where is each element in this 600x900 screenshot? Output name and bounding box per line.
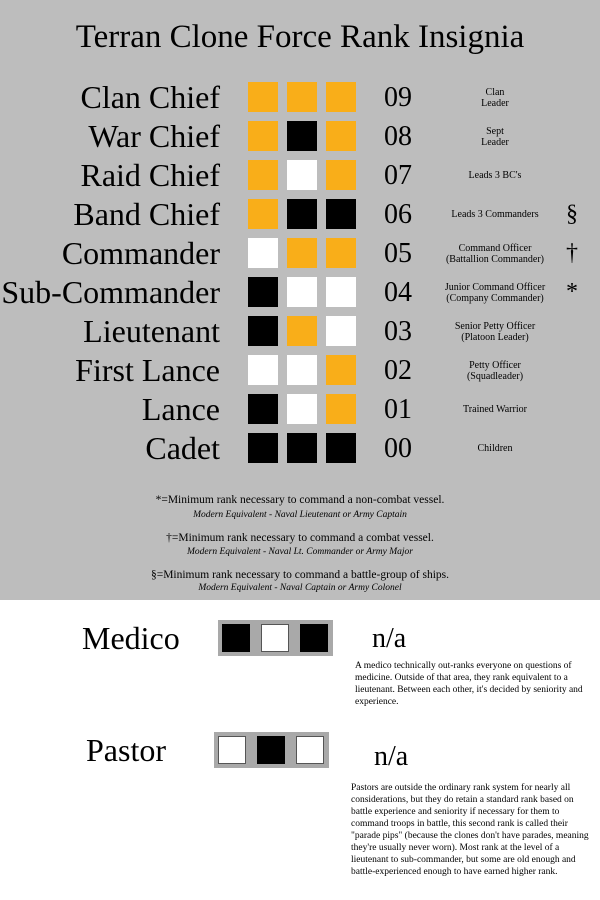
pip-white bbox=[261, 624, 289, 652]
rank-row bbox=[0, 351, 600, 390]
rank-pip-gold bbox=[248, 121, 278, 151]
rank-pip-gold bbox=[326, 121, 356, 151]
rank-name: Raid Chief bbox=[80, 157, 220, 193]
rank-name: First Lance bbox=[75, 352, 220, 388]
rank-number: 00 bbox=[384, 433, 412, 464]
rank-name: Lance bbox=[141, 391, 220, 427]
page-title: Terran Clone Force Rank Insignia bbox=[75, 19, 525, 55]
rank-symbol: * bbox=[566, 279, 578, 305]
rank-pip-gold bbox=[287, 316, 317, 346]
special-rank-description: A medico technically out-ranks everyone on questions of medicine. Outside of that area, they rank equivalent to a lieutenant. Between each other, it's decided by seniority and experience. bbox=[355, 661, 583, 707]
rank-pip-black bbox=[248, 316, 278, 346]
rank-row bbox=[0, 429, 600, 468]
rank-pip-white bbox=[248, 238, 278, 268]
rank-description: Clan Leader bbox=[481, 86, 509, 109]
rank-number: 01 bbox=[384, 394, 412, 425]
pip-white bbox=[218, 736, 246, 764]
rank-row bbox=[0, 117, 600, 156]
footnote-noncombat: *=Minimum rank necessary to command a non-combat vessel. bbox=[155, 494, 445, 506]
rank-pip-black bbox=[248, 394, 278, 424]
rank-row bbox=[0, 234, 600, 273]
rank-number: 06 bbox=[384, 199, 412, 230]
rank-pip-black bbox=[326, 199, 356, 229]
rank-row bbox=[0, 390, 600, 429]
rank-pip-gold bbox=[248, 82, 278, 112]
rank-number: 04 bbox=[384, 277, 412, 308]
rank-pip-black bbox=[287, 199, 317, 229]
special-rank-number: n/a bbox=[374, 741, 409, 772]
rank-description: Leads 3 Commanders bbox=[451, 209, 539, 220]
rank-row bbox=[0, 312, 600, 351]
rank-description: Command Officer (Battallion Commander) bbox=[445, 242, 545, 265]
rank-name: Commander bbox=[61, 235, 220, 271]
rank-row bbox=[0, 273, 600, 312]
special-rank-name: Pastor bbox=[86, 732, 166, 768]
rank-number: 09 bbox=[384, 82, 412, 113]
footnote-battlegroup-equivalent: Modern Equivalent - Naval Captain or Army Colonel bbox=[198, 583, 402, 593]
rank-description: Children bbox=[477, 443, 513, 454]
rank-description: Leads 3 BC's bbox=[468, 170, 522, 181]
rank-description: Trained Warrior bbox=[463, 404, 527, 415]
rank-name: Clan Chief bbox=[80, 79, 220, 115]
footnote-combat-equivalent: Modern Equivalent - Naval Lt. Commander or Army Major bbox=[187, 547, 413, 557]
pip-frame bbox=[218, 620, 333, 656]
rank-pip-white bbox=[326, 277, 356, 307]
rank-description: Junior Command Officer (Company Commander) bbox=[444, 281, 546, 304]
special-rank-number: n/a bbox=[372, 623, 407, 654]
rank-pip-gold bbox=[326, 82, 356, 112]
rank-pip-gold bbox=[248, 160, 278, 190]
pip-black bbox=[222, 624, 250, 652]
rank-pip-white bbox=[287, 160, 317, 190]
rank-description: Petty Officer (Squadleader) bbox=[466, 359, 524, 382]
footnote-noncombat-equivalent: Modern Equivalent - Naval Lieutenant or Army Captain bbox=[193, 510, 407, 520]
rank-symbol: § bbox=[566, 201, 578, 227]
rank-pip-black bbox=[248, 277, 278, 307]
rank-description: Sept Leader bbox=[481, 125, 509, 148]
rank-pip-white bbox=[287, 355, 317, 385]
rank-pip-gold bbox=[326, 394, 356, 424]
rank-name: Band Chief bbox=[73, 196, 220, 232]
rank-pip-gold bbox=[287, 238, 317, 268]
rank-pip-gold bbox=[326, 160, 356, 190]
rank-row bbox=[0, 78, 600, 117]
rank-number: 05 bbox=[384, 238, 412, 269]
rank-pip-white bbox=[248, 355, 278, 385]
rank-name: Sub-Commander bbox=[1, 274, 220, 310]
rank-symbol: † bbox=[566, 240, 578, 266]
pip-black bbox=[257, 736, 285, 764]
rank-number: 07 bbox=[384, 160, 412, 191]
pip-white bbox=[296, 736, 324, 764]
rank-pip-black bbox=[287, 121, 317, 151]
rank-description: Senior Petty Officer (Platoon Leader) bbox=[454, 320, 536, 343]
rank-name: Lieutenant bbox=[83, 313, 220, 349]
rank-pip-white bbox=[326, 316, 356, 346]
pip-black bbox=[300, 624, 328, 652]
rank-pip-black bbox=[248, 433, 278, 463]
rank-row bbox=[0, 156, 600, 195]
footnote-battlegroup: §=Minimum rank necessary to command a battle-group of ships. bbox=[150, 569, 450, 581]
rank-pip-black bbox=[287, 433, 317, 463]
rank-pip-white bbox=[287, 394, 317, 424]
rank-pip-gold bbox=[326, 355, 356, 385]
rank-name: War Chief bbox=[88, 118, 220, 154]
rank-name: Cadet bbox=[145, 430, 220, 466]
rank-pip-gold bbox=[287, 82, 317, 112]
special-rank-name: Medico bbox=[82, 620, 180, 656]
rank-row bbox=[0, 195, 600, 234]
rank-number: 08 bbox=[384, 121, 412, 152]
pip-frame bbox=[214, 732, 329, 768]
rank-pip-gold bbox=[326, 238, 356, 268]
rank-pip-black bbox=[326, 433, 356, 463]
rank-pip-white bbox=[287, 277, 317, 307]
rank-pip-gold bbox=[248, 199, 278, 229]
rank-number: 02 bbox=[384, 355, 412, 386]
footnote-combat: †=Minimum rank necessary to command a combat vessel. bbox=[166, 532, 434, 544]
rank-number: 03 bbox=[384, 316, 412, 347]
special-rank-description: Pastors are outside the ordinary rank system for nearly all considerations, but they do retain a standard rank based on battle experience and seniority if necessary for them to command troops in battle, this second rank is called their "parade pips" (because the clones don't have parades, meaning they're usually never worn). Most rank at the level of a lieutenant to sub-commander, but some are old enough and battle-experienced enough to have earned higher rank. bbox=[351, 783, 589, 877]
